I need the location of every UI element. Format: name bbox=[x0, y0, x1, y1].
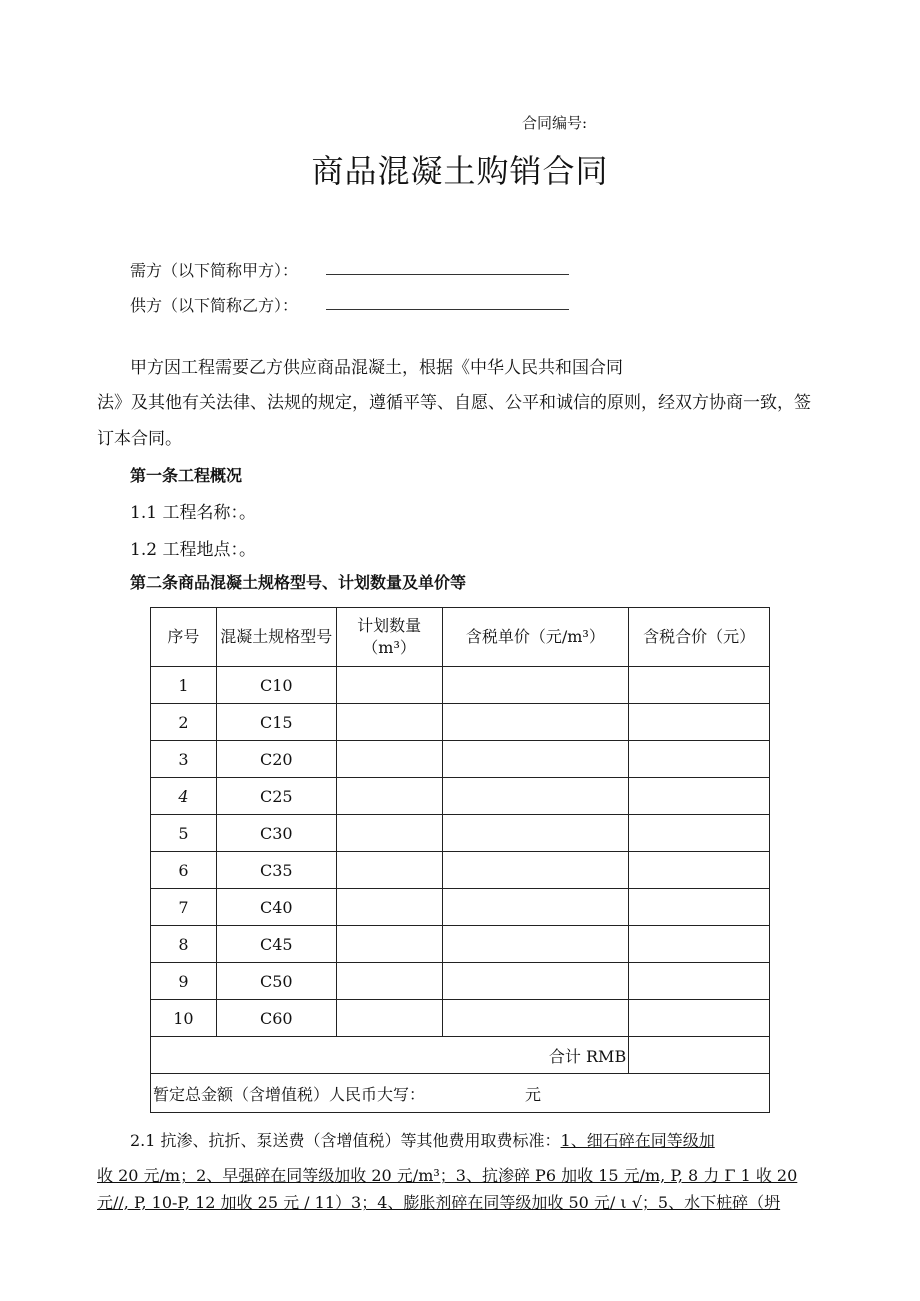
row-seq: 8 bbox=[151, 926, 217, 963]
table-header-row bbox=[151, 608, 770, 667]
row-unit-price-cell bbox=[442, 741, 629, 778]
row-spec: C20 bbox=[216, 741, 336, 778]
article-2-heading: 第二条商品混凝土规格型号、计划数量及单价等 bbox=[130, 573, 467, 592]
row-seq: 10 bbox=[151, 1000, 217, 1037]
row-spec: C40 bbox=[216, 889, 336, 926]
table-row bbox=[151, 852, 770, 889]
row-total-price-cell bbox=[629, 889, 770, 926]
row-unit-price-cell bbox=[442, 926, 629, 963]
row-unit-price-cell bbox=[442, 852, 629, 889]
row-spec: C60 bbox=[216, 1000, 336, 1037]
row-qty-cell bbox=[336, 741, 442, 778]
row-qty-cell bbox=[336, 852, 442, 889]
row-qty-cell bbox=[336, 889, 442, 926]
table-row bbox=[151, 667, 770, 704]
row-qty-cell bbox=[336, 667, 442, 704]
header-unit-price: 含税单价（元/m³） bbox=[442, 608, 629, 667]
seller-label: 供方（以下简称乙方）： bbox=[130, 296, 299, 315]
row-unit-price-cell bbox=[442, 815, 629, 852]
total-label: 合计 RMB bbox=[151, 1037, 629, 1074]
total-row bbox=[151, 1037, 770, 1074]
row-seq: 7 bbox=[151, 889, 217, 926]
row-spec: C35 bbox=[216, 852, 336, 889]
amount-unit: 元 bbox=[525, 1084, 542, 1104]
row-total-price-cell bbox=[629, 704, 770, 741]
row-seq: 2 bbox=[151, 704, 217, 741]
row-qty-cell bbox=[336, 1000, 442, 1037]
row-total-price-cell bbox=[629, 741, 770, 778]
header-total-price: 含税合价（元） bbox=[629, 608, 770, 667]
price-table bbox=[150, 607, 770, 1113]
buyer-blank-line bbox=[326, 273, 569, 275]
row-unit-price-cell bbox=[442, 778, 629, 815]
row-seq: 5 bbox=[151, 815, 217, 852]
row-unit-price-cell bbox=[442, 1000, 629, 1037]
fee-clause-item-1: 1、细石碎在同等级加 bbox=[560, 1131, 715, 1150]
row-spec: C45 bbox=[216, 926, 336, 963]
amount-label: 暂定总金额（含增值税）人民币大写： bbox=[153, 1084, 426, 1104]
row-qty-cell bbox=[336, 815, 442, 852]
project-name-item: 1.1 工程名称：。 bbox=[130, 503, 256, 523]
row-seq: 4 bbox=[151, 778, 217, 815]
row-spec: C50 bbox=[216, 963, 336, 1000]
row-spec: C30 bbox=[216, 815, 336, 852]
table-row bbox=[151, 1000, 770, 1037]
row-seq: 9 bbox=[151, 963, 217, 1000]
row-total-price-cell bbox=[629, 926, 770, 963]
row-qty-cell bbox=[336, 704, 442, 741]
fee-clause-lead: 2.1 抗渗、抗折、泵送费（含增值税）等其他费用取费标准： bbox=[130, 1131, 561, 1150]
intro-line-3: 订本合同。 bbox=[97, 429, 182, 449]
row-unit-price-cell bbox=[442, 667, 629, 704]
amount-row bbox=[151, 1074, 770, 1113]
article-1-heading: 第一条工程概况 bbox=[130, 466, 243, 485]
intro-line-1: 甲方因工程需要乙方供应商品混凝土，根据《中华人民共和国合同 bbox=[130, 358, 623, 378]
row-total-price-cell bbox=[629, 963, 770, 1000]
row-qty-cell bbox=[336, 778, 442, 815]
total-value-cell bbox=[629, 1037, 770, 1074]
table-row bbox=[151, 704, 770, 741]
table-row bbox=[151, 889, 770, 926]
row-seq: 1 bbox=[151, 667, 217, 704]
row-total-price-cell bbox=[629, 815, 770, 852]
amount-cell bbox=[151, 1074, 770, 1113]
row-unit-price-cell bbox=[442, 704, 629, 741]
project-location-item: 1.2 工程地点：。 bbox=[130, 540, 256, 560]
row-spec: C15 bbox=[216, 704, 336, 741]
row-qty-cell bbox=[336, 926, 442, 963]
fee-clause-line-2: 收 20 元/m；2、早强碎在同等级加收 20 元/m³；3、抗渗碎 P6 加收 15 元/m, P, 8 力 Γ 1 收 20 bbox=[97, 1166, 798, 1185]
row-total-price-cell bbox=[629, 778, 770, 815]
header-qty: 计划数量（m³） bbox=[336, 608, 442, 667]
row-unit-price-cell bbox=[442, 963, 629, 1000]
row-seq: 3 bbox=[151, 741, 217, 778]
row-unit-price-cell bbox=[442, 889, 629, 926]
document-title: 商品混凝土购销合同 bbox=[311, 152, 609, 190]
table-row bbox=[151, 815, 770, 852]
header-spec: 混凝土规格型号 bbox=[216, 608, 336, 667]
intro-line-2: 法》及其他有关法律、法规的规定，遵循平等、自愿、公平和诚信的原则，经双方协商一致，签 bbox=[97, 393, 811, 413]
fee-clause-line-1 bbox=[130, 1128, 715, 1151]
contract-number-label: 合同编号: bbox=[522, 114, 588, 132]
fee-clause-line-3: 元//, P, 10-P, 12 加收 25 元 / 11）3；4、膨胀剂碎在同等级加收 50 元/ ι √；5、水下桩碎（坍 bbox=[97, 1193, 781, 1212]
row-spec: C10 bbox=[216, 667, 336, 704]
row-spec: C25 bbox=[216, 778, 336, 815]
seller-blank-line bbox=[326, 308, 569, 310]
row-seq: 6 bbox=[151, 852, 217, 889]
table-row bbox=[151, 963, 770, 1000]
table-row bbox=[151, 778, 770, 815]
row-total-price-cell bbox=[629, 667, 770, 704]
buyer-label: 需方（以下简称甲方）： bbox=[130, 261, 299, 280]
row-qty-cell bbox=[336, 963, 442, 1000]
header-seq: 序号 bbox=[151, 608, 217, 667]
row-total-price-cell bbox=[629, 1000, 770, 1037]
table-row bbox=[151, 741, 770, 778]
table-row bbox=[151, 926, 770, 963]
row-total-price-cell bbox=[629, 852, 770, 889]
